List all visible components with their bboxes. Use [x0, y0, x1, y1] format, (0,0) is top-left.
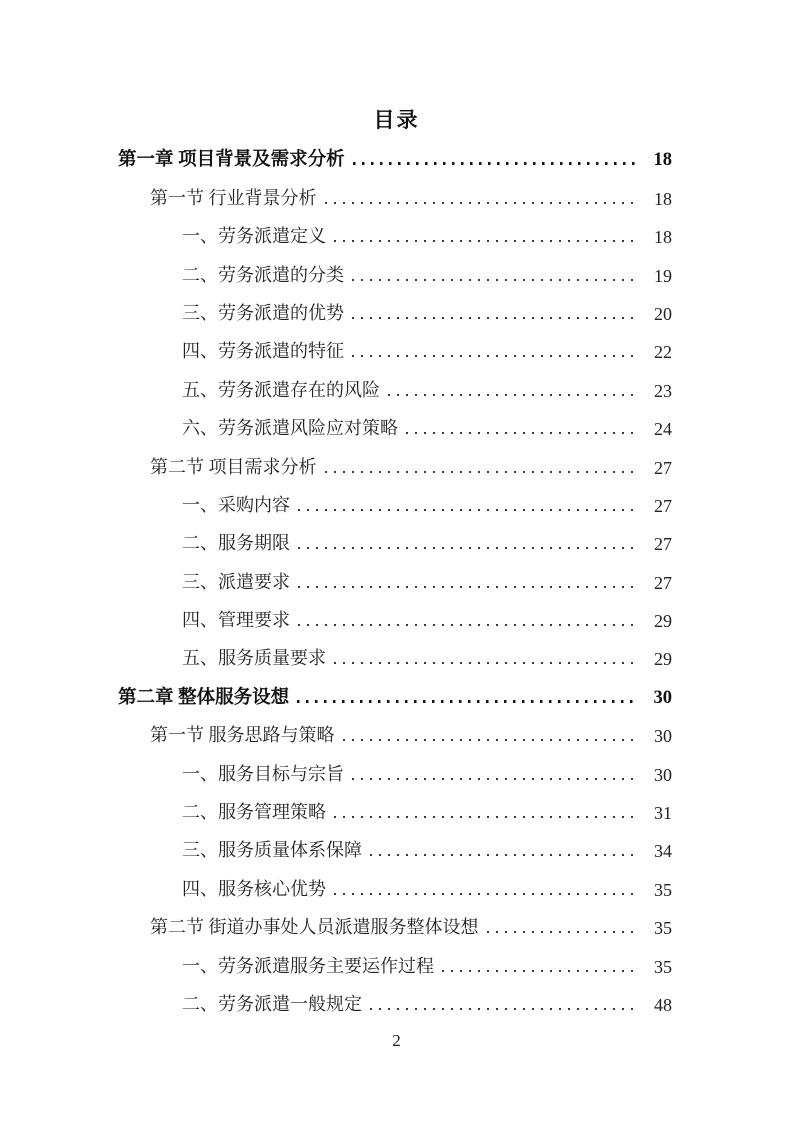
toc-entry[interactable] — [118, 134, 672, 172]
dot-leader — [334, 816, 636, 818]
dot-leader — [343, 739, 637, 741]
toc-entry[interactable] — [118, 671, 672, 709]
toc-entry-text: 三、派遣要求 — [182, 571, 290, 592]
toc-entry-page-number: 31 — [654, 803, 672, 824]
dot-leader — [352, 317, 636, 319]
toc-entry-text: 第一章 项目背景及需求分析 — [118, 150, 345, 171]
toc-entry-text: 二、劳务派遣一般规定 — [182, 993, 362, 1014]
dot-leader — [325, 202, 637, 204]
toc-entry-text: 二、服务期限 — [182, 533, 290, 554]
toc-entry-page-number: 35 — [654, 879, 672, 900]
toc-entry-page-number: 23 — [654, 380, 672, 401]
dot-leader — [298, 509, 636, 511]
toc-entry-text: 第一节 服务思路与策略 — [150, 725, 335, 746]
dot-leader — [298, 624, 636, 626]
toc-entry-text: 五、劳务派遣存在的风险 — [182, 379, 380, 400]
dot-leader — [325, 471, 637, 473]
footer-page-number: 2 — [392, 1031, 401, 1050]
toc-entry-page-number: 18 — [653, 150, 672, 171]
toc-entry[interactable] — [118, 211, 672, 249]
toc-entry[interactable] — [118, 633, 672, 671]
toc-entry-page-number: 30 — [653, 687, 672, 708]
toc-entry-text: 一、劳务派遣服务主要运作过程 — [182, 955, 434, 976]
toc-entry-page-number: 34 — [654, 841, 672, 862]
dot-leader — [353, 162, 636, 165]
dot-leader — [334, 662, 636, 664]
toc-list — [118, 134, 672, 1017]
dot-leader — [487, 931, 637, 933]
toc-entry-text: 二、劳务派遣的分类 — [182, 264, 344, 285]
dot-leader — [442, 970, 636, 972]
toc-entry[interactable] — [118, 710, 672, 748]
toc-entry-text: 二、服务管理策略 — [182, 802, 326, 823]
toc-entry-page-number: 27 — [654, 495, 672, 516]
toc-entry-page-number: 48 — [654, 994, 672, 1015]
toc-entry[interactable] — [118, 480, 672, 518]
dot-leader — [298, 547, 636, 549]
toc-entry-page-number: 19 — [654, 265, 672, 286]
toc-entry-text: 四、管理要求 — [182, 610, 290, 631]
dot-leader — [334, 240, 636, 242]
dot-leader — [297, 700, 636, 703]
toc-entry-page-number: 24 — [654, 419, 672, 440]
toc-entry-text: 三、服务质量体系保障 — [182, 840, 362, 861]
toc-entry-text: 五、服务质量要求 — [182, 648, 326, 669]
toc-entry-page-number: 22 — [654, 342, 672, 363]
dot-leader — [352, 778, 636, 780]
toc-entry[interactable] — [118, 940, 672, 978]
toc-entry[interactable] — [118, 787, 672, 825]
toc-entry[interactable] — [118, 979, 672, 1017]
toc-entry-text: 第二章 整体服务设想 — [118, 687, 290, 708]
toc-entry-text: 四、劳务派遣的特征 — [182, 341, 344, 362]
toc-entry[interactable] — [118, 441, 672, 479]
toc-entry-page-number: 30 — [654, 764, 672, 785]
toc-entry-page-number: 20 — [654, 303, 672, 324]
toc-entry[interactable] — [118, 364, 672, 402]
dot-leader — [370, 854, 636, 856]
toc-entry-page-number: 35 — [654, 956, 672, 977]
toc-entry-text: 第一节 行业背景分析 — [150, 187, 317, 208]
toc-entry-page-number: 35 — [654, 918, 672, 939]
toc-entry[interactable] — [118, 249, 672, 287]
toc-entry[interactable] — [118, 288, 672, 326]
toc-entry[interactable] — [118, 748, 672, 786]
dot-leader — [406, 432, 636, 434]
toc-entry[interactable] — [118, 825, 672, 863]
dot-leader — [388, 394, 636, 396]
dot-leader — [370, 1008, 636, 1010]
toc-entry-text: 一、服务目标与宗旨 — [182, 763, 344, 784]
toc-entry-page-number: 18 — [654, 227, 672, 248]
toc-entry-text: 六、劳务派遣风险应对策略 — [182, 418, 398, 439]
toc-entry-page-number: 30 — [654, 726, 672, 747]
toc-entry-page-number: 27 — [654, 457, 672, 478]
toc-entry[interactable] — [118, 902, 672, 940]
dot-leader — [352, 279, 636, 281]
dot-leader — [334, 893, 636, 895]
toc-entry[interactable] — [118, 595, 672, 633]
toc-entry-text: 一、劳务派遣定义 — [182, 226, 326, 247]
toc-entry-text: 一、采购内容 — [182, 494, 290, 515]
toc-entry-text: 第二节 项目需求分析 — [150, 456, 317, 477]
toc-entry[interactable] — [118, 518, 672, 556]
toc-entry-page-number: 29 — [654, 611, 672, 632]
toc-entry[interactable] — [118, 326, 672, 364]
dot-leader — [352, 355, 636, 357]
dot-leader — [298, 586, 636, 588]
toc-entry-page-number: 27 — [654, 534, 672, 555]
toc-entry[interactable] — [118, 403, 672, 441]
toc-entry-page-number: 29 — [654, 649, 672, 670]
toc-entry[interactable] — [118, 863, 672, 901]
toc-title: 目录 — [373, 108, 420, 132]
toc-entry-page-number: 27 — [654, 572, 672, 593]
toc-entry[interactable] — [118, 556, 672, 594]
toc-entry-page-number: 18 — [654, 188, 672, 209]
toc-entry[interactable] — [118, 172, 672, 210]
toc-entry-text: 三、劳务派遣的优势 — [182, 302, 344, 323]
toc-entry-text: 四、服务核心优势 — [182, 878, 326, 899]
toc-entry-text: 第二节 街道办事处人员派遣服务整体设想 — [150, 917, 479, 938]
